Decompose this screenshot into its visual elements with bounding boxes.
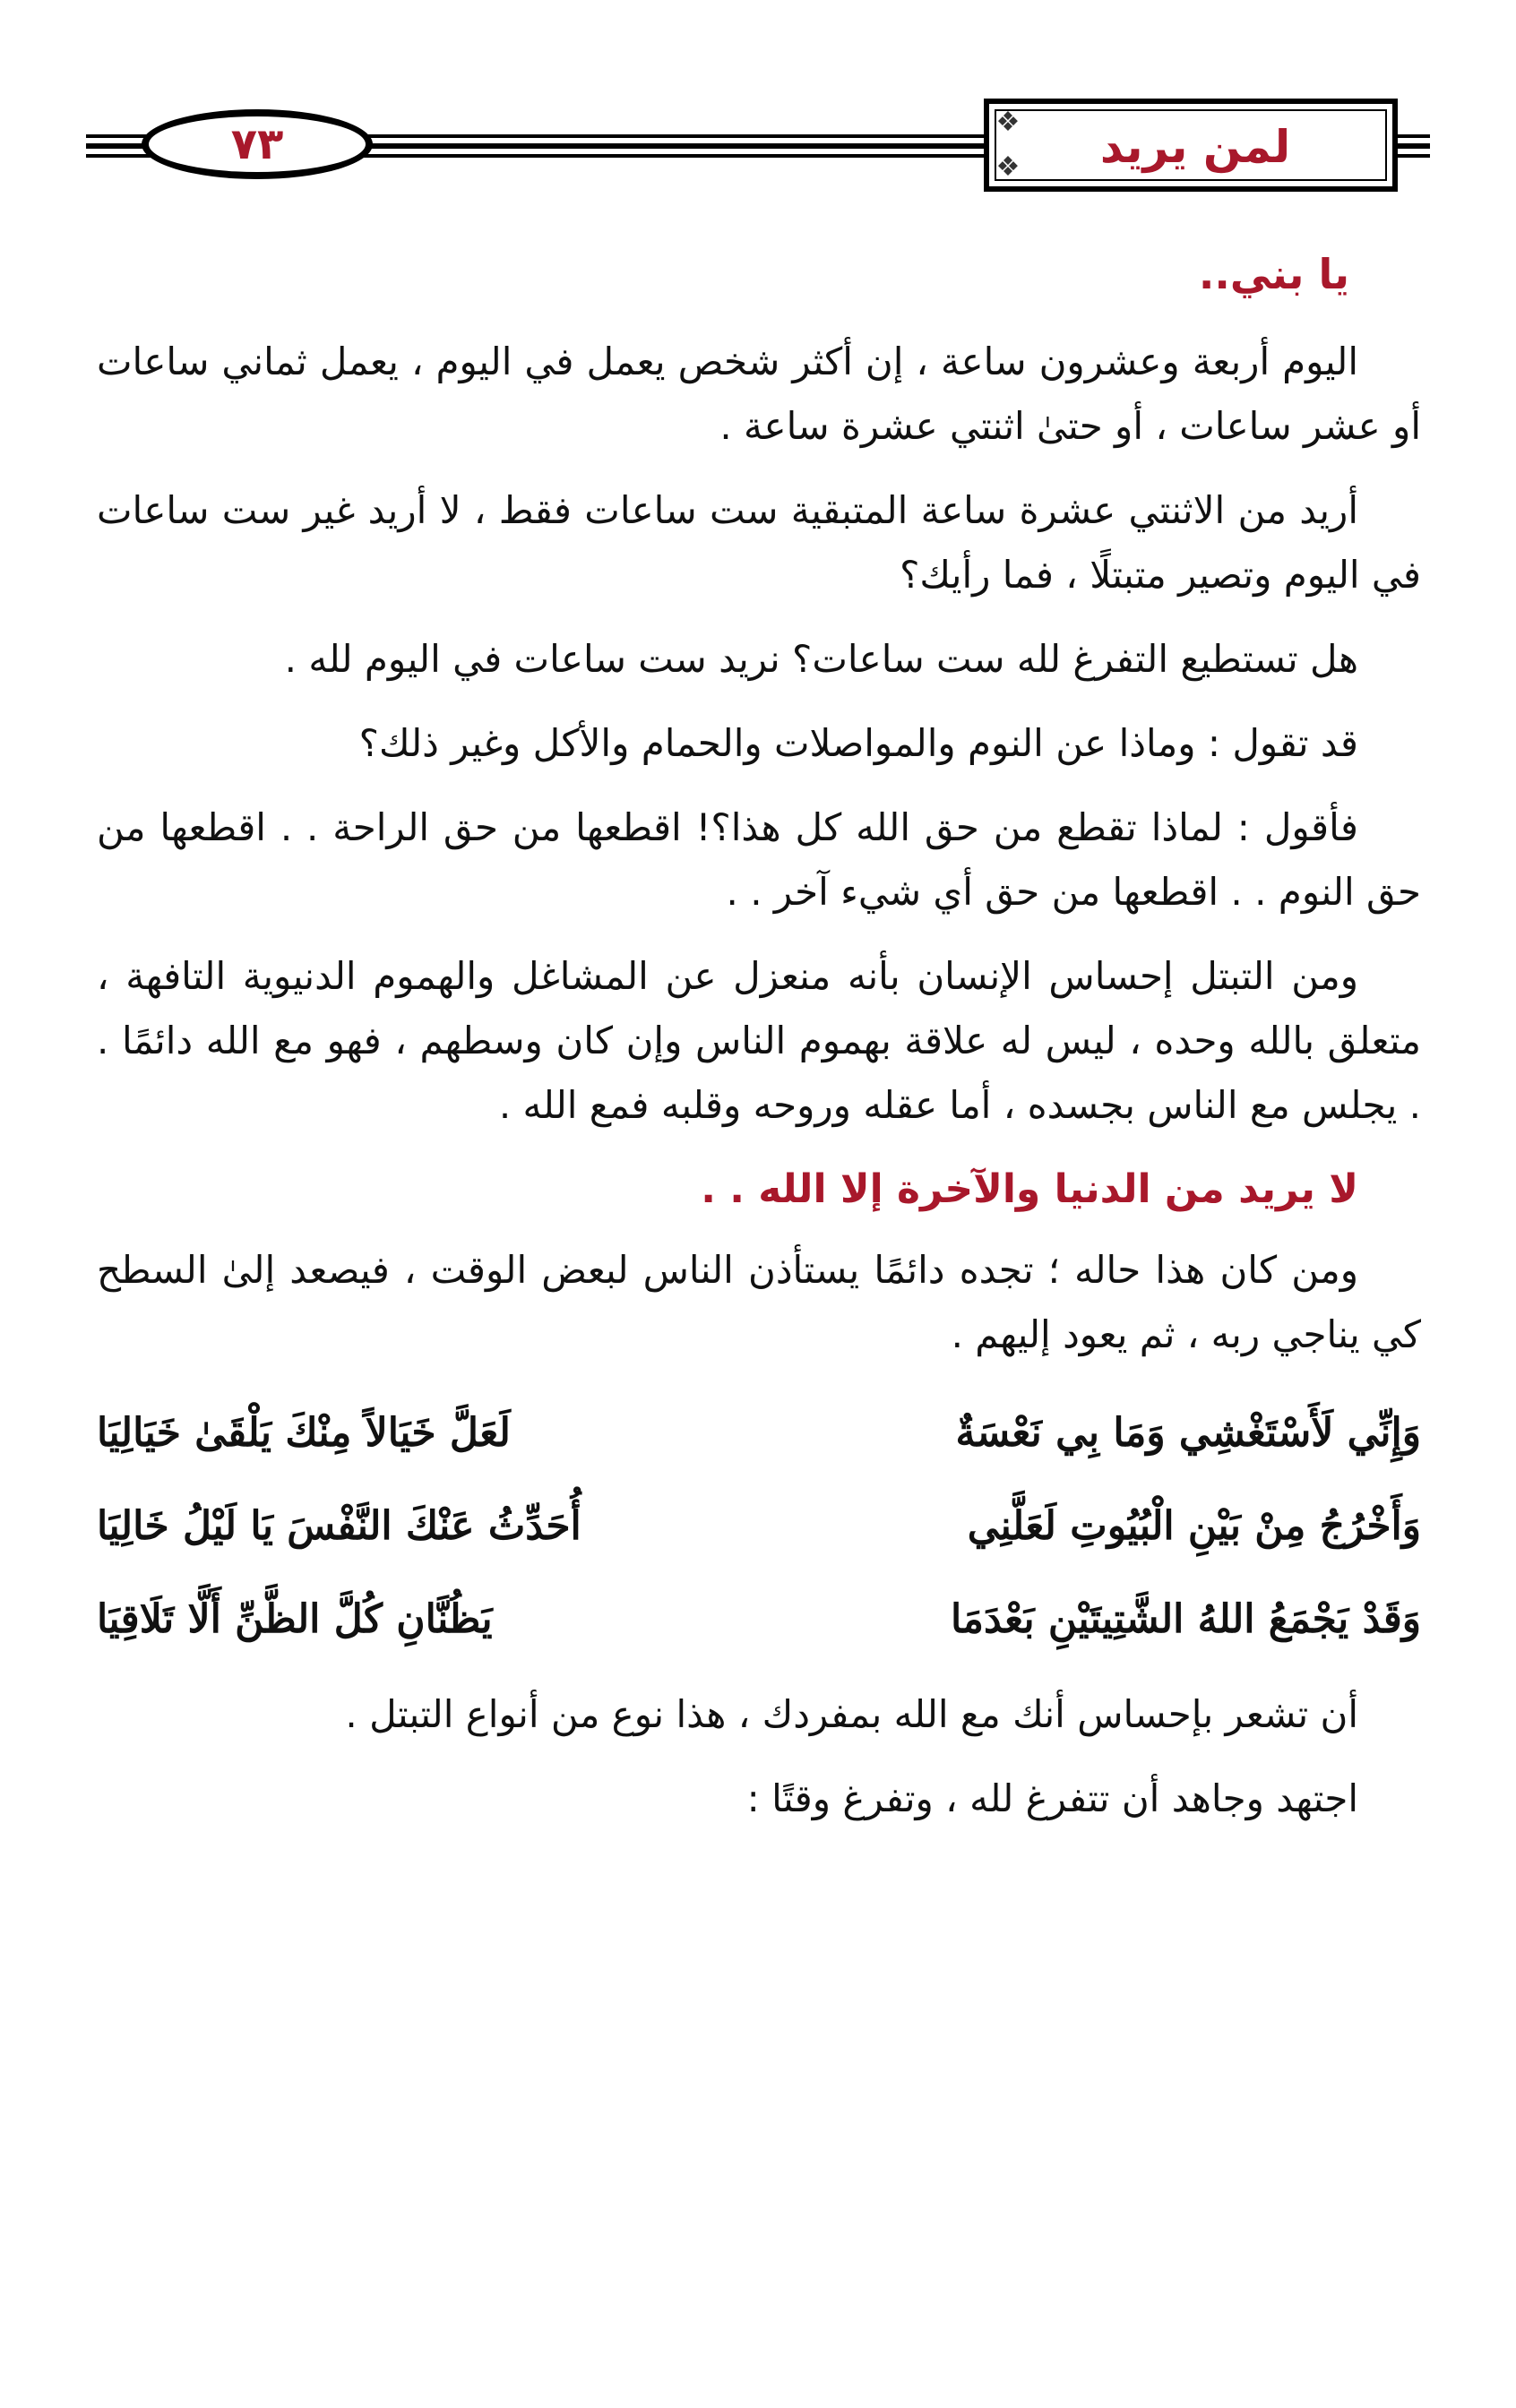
poem-verse [97, 1573, 1421, 1666]
poem-verse [97, 1480, 1421, 1573]
running-title: لمن يريد [1099, 121, 1291, 173]
paragraph: أريد من الاثنتي عشرة ساعة المتبقية ست ساعات فقط ، لا أريد غير ست ساعات في اليوم وتصير متبتلًا ، فما رأيك؟ [97, 488, 1421, 597]
verse-second-hemistich: لَعَلَّ خَيَالاً مِنْكَ يَلْقَىٰ خَيَالِيَا [97, 1410, 511, 1456]
running-title-box [984, 99, 1398, 192]
section-heading: يا بني.. [1198, 250, 1349, 298]
paragraph: قد تقول : وماذا عن النوم والمواصلات والحمام والأكل وغير ذلك؟ [358, 721, 1358, 765]
verse-first-hemistich: وَإِنِّي لَأَسْتَغْشِي وَمَا بِي نَعْسَةٌ [955, 1410, 1421, 1456]
paragraph: ومن التبتل إحساس الإنسان بأنه منعزل عن المشاغل والهموم الدنيوية التافهة ، متعلق بالله وحده ، ليس له علاقة بهموم الناس وإن كان وسطهم ، فهو مع الله دائمًا . . يجلس مع الناس بجسده ، أما عقله وروحه وقلبه فمع الله . [97, 954, 1421, 1127]
poem-verse [97, 1387, 1421, 1480]
corner-ornament-icon: ❖ [995, 151, 1021, 183]
page-number: ٧٣ [230, 119, 284, 169]
poem [97, 1387, 1421, 1666]
page-header [86, 90, 1430, 206]
page-body [97, 242, 1421, 1851]
verse-second-hemistich: أُحَدِّثُ عَنْكَ النَّفْسَ يَا لَيْلُ خَالِيَا [97, 1503, 581, 1549]
paragraph: هل تستطيع التفرغ لله ست ساعات؟ نريد ست ساعات في اليوم لله . [284, 637, 1358, 681]
paragraph: اجتهد وجاهد أن تتفرغ لله ، وتفرغ وقتًا : [746, 1776, 1358, 1820]
page-number-badge [142, 109, 373, 179]
corner-ornament-icon: ❖ [995, 107, 1021, 138]
verse-first-hemistich: وَقَدْ يَجْمَعُ اللهُ الشَّتِيتَيْنِ بَعْدَمَا [951, 1596, 1421, 1642]
verse-first-hemistich: وَأَخْرُجُ مِنْ بَيْنِ الْبُيُوتِ لَعَلَّنِي [967, 1503, 1421, 1549]
paragraph: أن تشعر بإحساس أنك مع الله بمفردك ، هذا نوع من أنواع التبتل . [345, 1692, 1358, 1736]
paragraph: اليوم أربعة وعشرون ساعة ، إن أكثر شخص يعمل في اليوم ، يعمل ثماني ساعات أو عشر ساعات ، أو حتىٰ اثنتي عشرة ساعة . [97, 340, 1421, 448]
paragraph: فأقول : لماذا تقطع من حق الله كل هذا؟! اقطعها من حق الراحة . . اقطعها من حق النوم . . اقطعها من حق أي شيء آخر . . [97, 805, 1421, 914]
paragraph: ومن كان هذا حاله ؛ تجده دائمًا يستأذن الناس لبعض الوقت ، فيصعد إلىٰ السطح كي يناجي ربه ، ثم يعود إليهم . [97, 1248, 1421, 1356]
verse-second-hemistich: يَظُنَّانِ كُلَّ الظَّنِّ أَلَّا تَلَاقِيَا [97, 1596, 493, 1642]
subheading: لا يريد من الدنيا والآخرة إلا الله . . [701, 1166, 1358, 1212]
